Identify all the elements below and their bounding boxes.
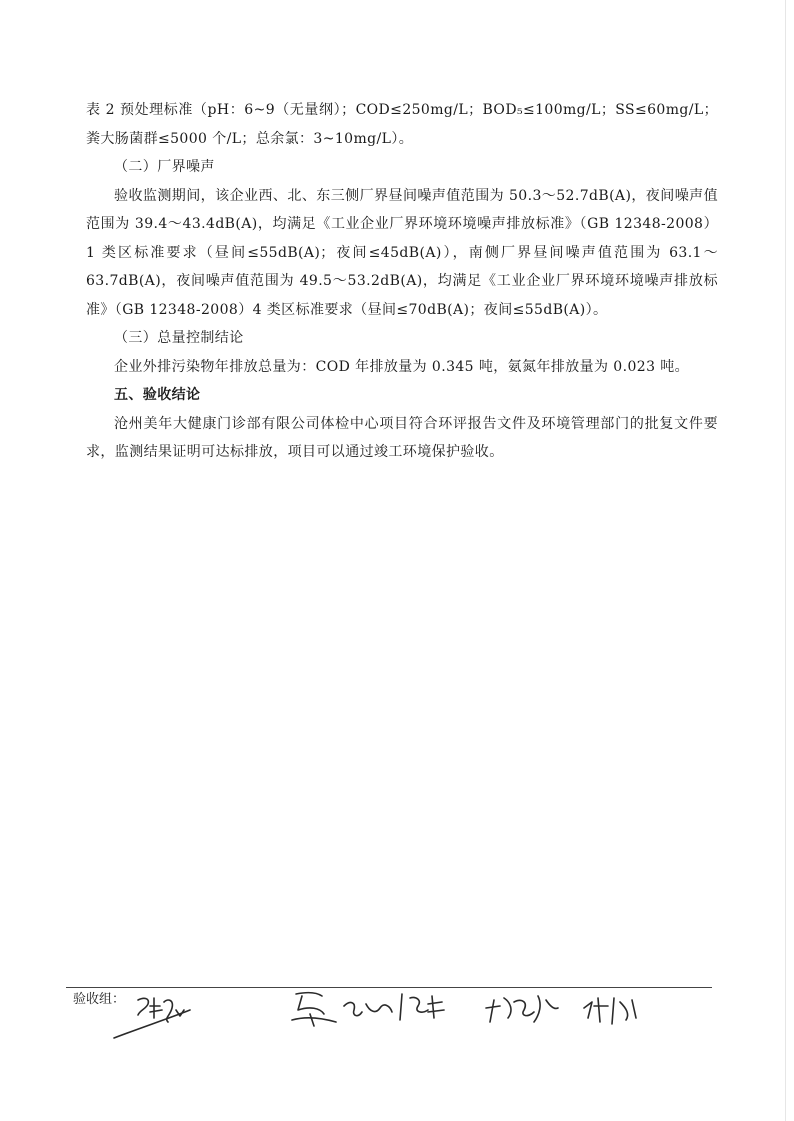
signature-2 — [292, 993, 444, 1026]
handwritten-signatures — [110, 988, 670, 1048]
signature-label: 验收组： — [73, 992, 126, 1007]
total-control-paragraph: 企业外排污染物年排放总量为：COD 年排放量为 0.345 吨，氨氮年排放量为 0.023 吨。 — [114, 358, 690, 375]
conclusion-paragraph: 沧州美年大健康门诊部有限公司体检中心项目符合环评报告文件及环境管理部门的批复文件要求，监测结果证明可达标排放，项目可以通过竣工环境保护验收。 — [86, 415, 718, 460]
page-edge — [785, 0, 786, 1121]
total-control-heading: （三）总量控制结论 — [114, 330, 244, 346]
document-body — [86, 96, 718, 467]
conclusion-heading: 五、验收结论 — [114, 387, 201, 403]
signature-1 — [114, 998, 190, 1038]
signature-4 — [584, 998, 636, 1024]
signature-3 — [486, 996, 558, 1022]
noise-section-heading: （二）厂界噪声 — [114, 159, 215, 175]
noise-result-paragraph: 验收监测期间，该企业西、北、东三侧厂界昼间噪声值范围为 50.3～52.7dB(A)，夜间噪声值范围为 39.4～43.4dB(A)，均满足《工业企业厂界环境环境噪声排放标准》（GB 12348-2008）1 类区标准要求（昼间≤55dB(A)；夜间≤45dB(A)），南侧厂界昼间噪声值范围为 63.1～63.7dB(A)，夜间噪声值范围为 49.5～53.2dB(A)，均满足《工业企业厂界环境环境噪声排放标准》（GB 12348-2008）4 类区标准要求（昼间≤70dB(A)；夜间≤55dB(A)）。 — [86, 187, 718, 318]
standard-note-paragraph: 表 2 预处理标准（pH：6~9（无量纲）；COD≤250mg/L；BOD₅≤100mg/L；SS≤60mg/L；粪大肠菌群≤5000 个/L；总余氯：3~10mg/L）。 — [86, 102, 718, 147]
